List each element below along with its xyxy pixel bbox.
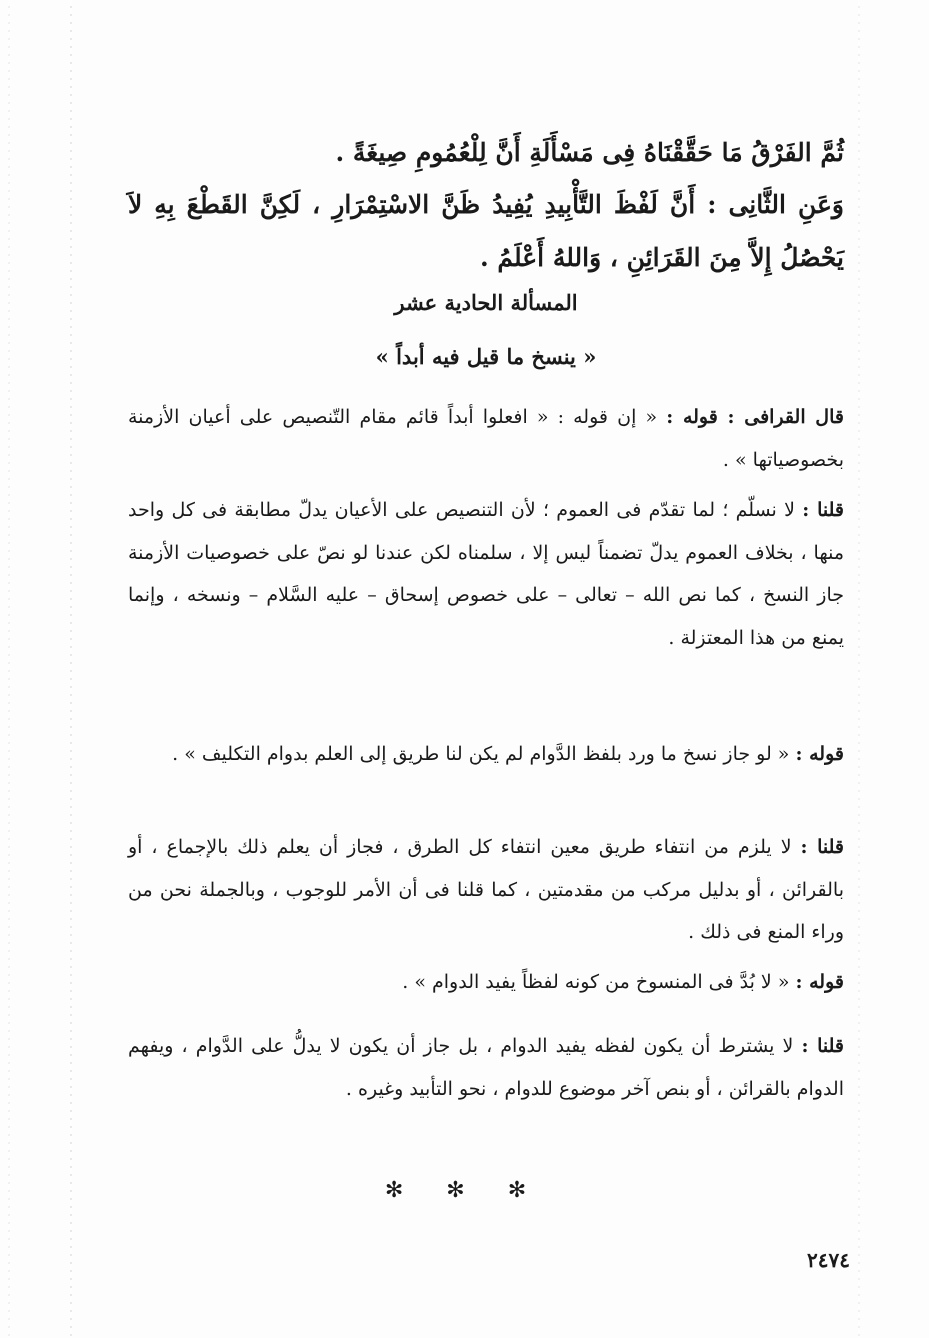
paragraph-body: « لا بُدَّ فى المنسوخ من كونه لفظاً يفيد الدوام » . — [402, 971, 796, 993]
paragraph-3 — [128, 733, 844, 776]
paragraph-lead: قوله : — [795, 971, 844, 993]
scan-artifact-line — [8, 0, 10, 1338]
paragraph-2 — [128, 489, 844, 659]
paragraph-lead: قلنا : — [800, 836, 844, 858]
section-divider-ornament: ✻ ✻ ✻ — [384, 1178, 545, 1203]
paragraph-lead: قال القرافى : قوله : — [666, 406, 844, 428]
paragraph-body: لا نسلّم ؛ لما تقدّم فى العموم ؛ لأن التنصيص على الأعيان يدلّ مطابقة فى كل واحد منها ، بخلاف العموم يدلّ تضمناً ليس إلا ، سلمناه لكن عندنا لو نصّ على خصوصيات الأزمنة جاز النسخ ، كما نص الله – تعالى – على خصوص إسحاق – عليه السَّلام – ونسخه ، وإنما يمنع من هذا المعتزلة . — [128, 499, 844, 649]
paragraph-6 — [128, 1025, 844, 1110]
paragraph-body: « لو جاز نسخ ما ورد بلفظ الدَّوام لم يكن لنا طريق إلى العلم بدوام التكليف » . — [172, 743, 796, 765]
paragraph-lead: قوله : — [795, 743, 844, 765]
paragraph-lead: قلنا : — [801, 1035, 844, 1057]
paragraph-1 — [128, 396, 844, 481]
section-subtitle: « ينسخ ما قيل فيه أبداً » — [375, 344, 597, 369]
scan-artifact-line — [858, 0, 860, 1338]
verse-line-2: وَعَنِ الثَّانِى : أَنَّ لَفْظَ التَّأْبِيدِ يُفِيدُ ظَنَّ الاسْتِمْرَارِ ، لَكِنَّ القَطْعَ بِهِ لاَ يَحْصُلُ إِلاَّ مِنَ القَرَائِنِ ، وَاللهُ أَعْلَمُ . — [128, 190, 844, 272]
paragraph-body: لا يشترط أن يكون لفظه يفيد الدوام ، بل جاز أن يكون لا يدلُّ على الدَّوام ، ويفهم الدوام بالقرائن ، أو بنص آخر موضوع للدوام ، نحو التأبيد وغيره . — [128, 1035, 844, 1100]
paragraph-4 — [128, 826, 844, 954]
paragraph-5 — [128, 961, 844, 1004]
verse-line-1: ثُمَّ الفَرْقُ مَا حَقَّقْنَاهُ فِى مَسْأَلَةِ أَنَّ لِلْعُمُومِ صِيغَةً . — [335, 138, 844, 167]
page-number: ٢٤٧٤ — [807, 1248, 850, 1272]
paragraph-lead: قلنا : — [802, 499, 844, 521]
paragraph-body: لا يلزم من انتفاء طريق معين انتفاء كل الطرق ، فجاز أن يعلم ذلك بالإجماع ، أو بالقرائن ، أو بدليل مركب من مقدمتين ، كما قلنا فى أن الأمر للوجوب ، وبالجملة نحن من وراء المنع فى ذلك . — [128, 836, 844, 943]
scan-artifact-line — [70, 0, 72, 1338]
section-title: المسألة الحادية عشر — [394, 290, 578, 315]
paragraph-body: « إن قوله : « افعلوا أبداً قائم مقام التّنصيص على أعيان الأزمنة بخصوصياتها » . — [128, 406, 844, 471]
